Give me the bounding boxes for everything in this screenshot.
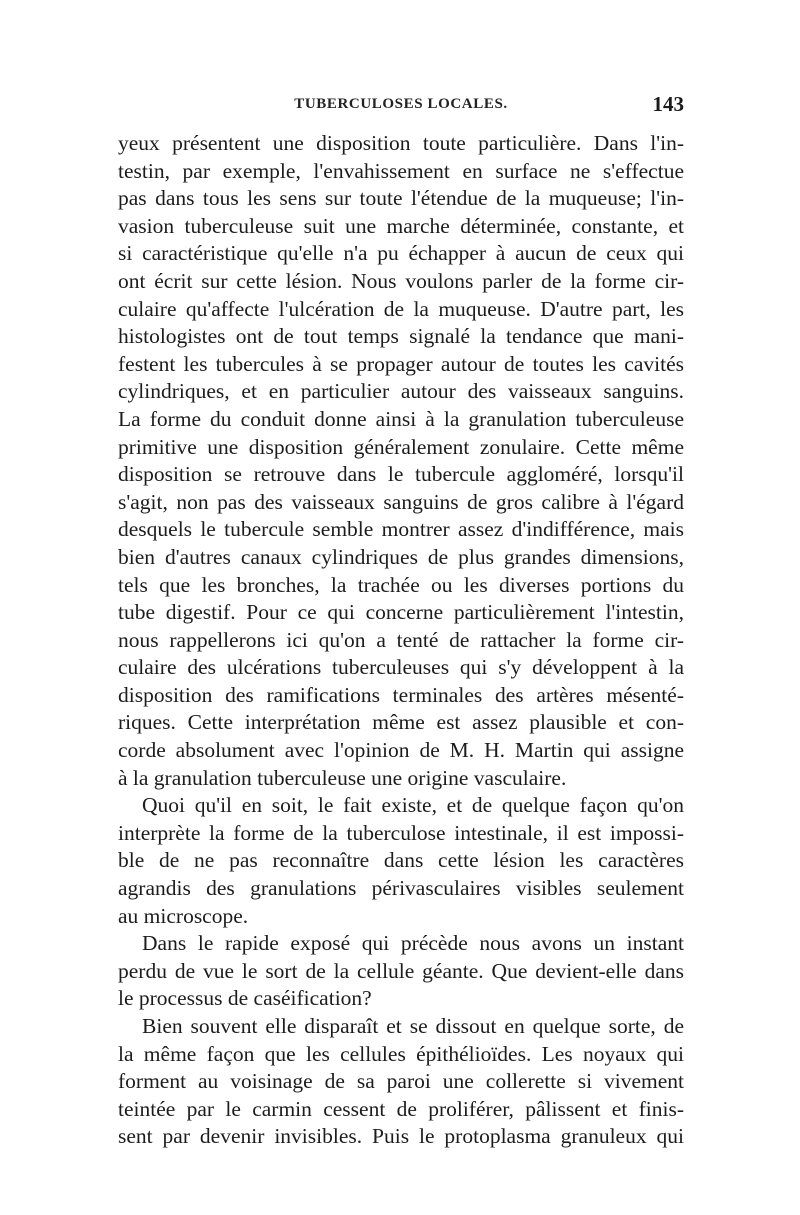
text-line: tube digestif. Pour ce qui concerne particulièrement l'intestin, <box>118 600 684 625</box>
text-line: primitive une disposition généralement zonulaire. Cette même <box>118 434 684 459</box>
text-line: tels que les bronches, la trachée ou les diverses portions du <box>118 572 684 597</box>
text-line: nous rappellerons ici qu'on a tenté de rattacher la forme cir- <box>118 627 684 652</box>
text-line: à la granulation tuberculeuse une origine vasculaire. <box>118 765 567 790</box>
text-line: Bien souvent elle disparaît et se dissout en quelque sorte, de <box>142 1014 684 1038</box>
running-head <box>118 92 684 122</box>
text-line: disposition des ramifications terminales des artères mésenté- <box>118 682 684 707</box>
text-line: ble de ne pas reconnaître dans cette lésion les caractères <box>118 848 684 873</box>
paragraph-1 <box>118 130 684 792</box>
text-line: pas dans tous les sens sur toute l'étendue de la muqueuse; l'in- <box>118 186 684 211</box>
text-line: desquels le tubercule semble montrer assez d'indifférence, mais <box>118 517 684 542</box>
text-line: festent les tubercules à se propager autour de toutes les cavités <box>118 351 684 376</box>
paragraph-2 <box>118 792 684 930</box>
text-line: si caractéristique qu'elle n'a pu échapper à aucun de ceux qui <box>118 241 684 266</box>
text-line: yeux présentent une disposition toute particulière. Dans l'in- <box>118 131 684 155</box>
body-text <box>118 130 684 1151</box>
text-line: riques. Cette interprétation même est assez plausible et con- <box>118 710 684 735</box>
running-title: TUBERCULOSES LOCALES. <box>294 96 508 112</box>
text-line: corde absolument avec l'opinion de M. H. Martin qui assigne <box>118 738 684 763</box>
paragraph-4 <box>118 1013 684 1151</box>
text-line: culaire qu'affecte l'ulcération de la muqueuse. D'autre part, les <box>118 296 684 321</box>
text-line: bien d'autres canaux cylindriques de plus grandes dimensions, <box>118 544 684 569</box>
text-line: teintée par le carmin cessent de proliférer, pâlissent et finis- <box>118 1096 684 1121</box>
text-line: La forme du conduit donne ainsi à la granulation tuberculeuse <box>118 406 684 431</box>
text-line: culaire des ulcérations tuberculeuses qui s'y développent à la <box>118 655 684 680</box>
text-line: cylindriques, et en particulier autour des vaisseaux sanguins. <box>118 379 684 404</box>
text-line: agrandis des granulations périvasculaires visibles seulement <box>118 876 684 901</box>
paragraph-3 <box>118 930 684 1013</box>
text-line: ont écrit sur cette lésion. Nous voulons parler de la forme cir- <box>118 268 684 293</box>
text-line: interprète la forme de la tuberculose intestinale, il est impossi- <box>118 820 684 845</box>
page-number: 143 <box>652 92 684 116</box>
text-line: sent par devenir invisibles. Puis le protoplasma granuleux qui <box>118 1124 684 1149</box>
text-line: forment au voisinage de sa paroi une collerette si vivement <box>118 1069 684 1094</box>
text-line: le processus de caséification? <box>118 986 372 1011</box>
text-line: la même façon que les cellules épithélioïdes. Les noyaux qui <box>118 1041 684 1066</box>
text-line: Quoi qu'il en soit, le fait existe, et de quelque façon qu'on <box>142 793 684 818</box>
text-line: histologistes ont de tout temps signalé la tendance que mani- <box>118 324 684 349</box>
text-line: testin, par exemple, l'envahissement en surface ne s'effectue <box>118 158 684 183</box>
text-line: Dans le rapide exposé qui précède nous avons un instant <box>142 931 684 956</box>
text-line: vasion tuberculeuse suit une marche déterminée, constante, et <box>118 213 684 238</box>
text-line: perdu de vue le sort de la cellule géante. Que devient-elle dans <box>118 958 684 983</box>
text-line: s'agit, non pas des vaisseaux sanguins de gros calibre à l'égard <box>118 489 684 514</box>
text-line: disposition se retrouve dans le tubercule aggloméré, lorsqu'il <box>118 462 684 487</box>
text-line: au microscope. <box>118 903 249 928</box>
